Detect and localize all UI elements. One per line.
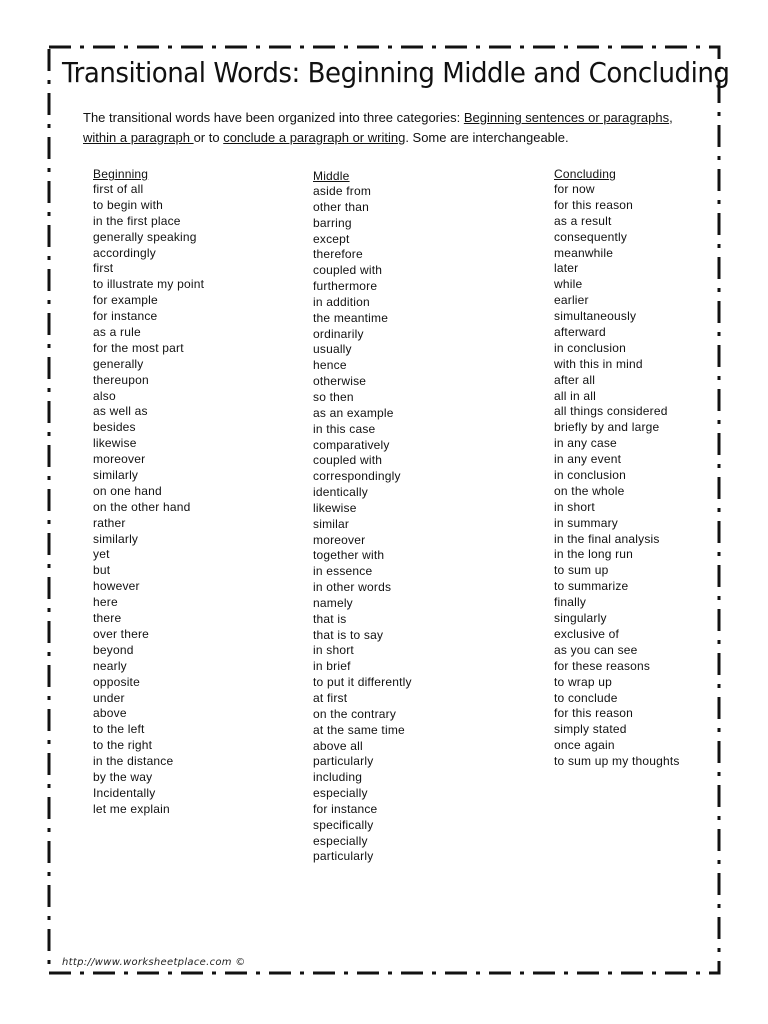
list-item: barring — [313, 215, 352, 230]
list-item: in conclusion — [554, 468, 626, 483]
list-item: to begin with — [93, 197, 163, 212]
list-item: but — [93, 563, 111, 578]
list-item: coupled with — [313, 263, 383, 278]
beginning-list — [93, 182, 204, 818]
list-item: generally — [93, 356, 144, 371]
list-item: simultaneously — [554, 309, 637, 324]
list-item: first of all — [93, 182, 144, 196]
list-item: rather — [93, 515, 126, 530]
list-item: also — [93, 388, 116, 403]
list-item: while — [554, 277, 583, 292]
intro-paragraph — [83, 108, 703, 148]
middle-list — [313, 184, 412, 865]
list-item: similar — [313, 516, 350, 531]
list-item: furthermore — [313, 279, 378, 294]
list-item: in this case — [313, 421, 376, 436]
list-item: specifically — [313, 817, 374, 832]
list-item: on one hand — [93, 483, 162, 498]
list-item: to summarize — [554, 579, 629, 594]
list-item: besides — [93, 420, 136, 435]
beginning-heading: Beginning — [93, 167, 149, 181]
list-item: here — [93, 595, 118, 610]
list-item: beyond — [93, 642, 134, 657]
list-item: especially — [313, 833, 368, 848]
list-item: similarly — [93, 468, 139, 483]
list-item: likewise — [313, 500, 357, 515]
list-item: in the distance — [93, 754, 174, 769]
list-item: under — [93, 690, 125, 705]
list-item: particularly — [313, 849, 374, 864]
concluding-heading: Concluding — [554, 167, 617, 181]
footer-url: http://www.worksheetplace.com © — [62, 957, 246, 968]
list-item: at the same time — [313, 722, 405, 737]
list-item: after all — [554, 372, 596, 387]
list-item: in the first place — [93, 213, 181, 228]
list-item: consequently — [554, 229, 628, 244]
list-item: above all — [313, 738, 363, 753]
list-item: similarly — [93, 531, 139, 546]
list-item: for this reason — [554, 706, 634, 721]
list-item: to the right — [93, 738, 153, 753]
beginning-column — [93, 166, 204, 818]
list-item: to sum up my thoughts — [554, 754, 680, 769]
list-item: correspondingly — [313, 469, 401, 484]
page-title: Transitional Words: Beginning Middle and Concluding — [62, 56, 730, 89]
list-item: in brief — [313, 659, 351, 674]
intro-text-1: The transitional words have been organized into three categories: — [83, 110, 464, 125]
list-item: singularly — [554, 611, 607, 626]
list-item: finally — [554, 595, 587, 610]
concluding-list — [554, 182, 680, 770]
list-item: earlier — [554, 293, 589, 308]
intro-middle-link: within a paragraph — [83, 130, 194, 145]
list-item: in the final analysis — [554, 531, 660, 546]
list-item: over there — [93, 626, 150, 641]
list-item: including — [313, 770, 363, 785]
list-item: comparatively — [313, 437, 390, 452]
list-item: let me explain — [93, 801, 170, 816]
list-item: likewise — [93, 436, 137, 451]
list-item: for these reasons — [554, 658, 651, 673]
list-item: later — [554, 261, 579, 276]
list-item: afterward — [554, 325, 606, 340]
list-item: however — [93, 579, 140, 594]
list-item: usually — [313, 342, 352, 357]
list-item: on the whole — [554, 483, 625, 498]
concluding-column — [554, 166, 680, 770]
list-item: in conclusion — [554, 340, 626, 355]
list-item: that is — [313, 611, 347, 626]
list-item: namely — [313, 595, 353, 610]
list-item: as you can see — [554, 642, 638, 657]
list-item: in any case — [554, 436, 617, 451]
list-item: therefore — [313, 247, 363, 262]
list-item: generally speaking — [93, 229, 197, 244]
list-item: to the left — [93, 722, 145, 737]
list-item: to sum up — [554, 563, 609, 578]
list-item: at first — [313, 691, 348, 705]
list-item: for instance — [93, 309, 158, 324]
list-item: in short — [313, 643, 354, 658]
list-item: that is to say — [313, 627, 384, 642]
list-item: in summary — [554, 515, 619, 530]
list-item: with this in mind — [554, 356, 643, 371]
intro-beginning-link: Beginning sentences or paragraphs — [463, 110, 670, 125]
list-item: especially — [313, 786, 368, 801]
list-item: together with — [313, 548, 385, 563]
list-item: all things considered — [554, 404, 668, 419]
list-item: in addition — [313, 294, 370, 309]
list-item: to illustrate my point — [93, 277, 205, 292]
list-item: as an example — [313, 405, 394, 420]
list-item: in any event — [554, 452, 622, 467]
list-item: for instance — [313, 801, 378, 816]
list-item: in the long run — [554, 547, 634, 562]
list-item: exclusive of — [554, 626, 620, 641]
list-item: identically — [313, 485, 368, 500]
list-item: coupled with — [313, 453, 383, 468]
list-item: hence — [313, 358, 347, 373]
middle-heading: Middle — [313, 169, 350, 183]
list-item: Incidentally — [93, 785, 156, 800]
list-item: moreover — [93, 452, 146, 467]
list-item: for the most part — [93, 340, 184, 355]
intro-text-3: or to — [193, 130, 224, 145]
list-item: simply stated — [554, 722, 627, 737]
list-item: nearly — [93, 658, 127, 673]
list-item: for now — [554, 182, 595, 196]
list-item: on the other hand — [93, 499, 191, 514]
list-item: so then — [313, 389, 354, 404]
list-item: in other words — [313, 580, 392, 595]
list-item: otherwise — [313, 374, 367, 389]
list-item: on the contrary — [313, 706, 397, 721]
list-item: ordinarily — [313, 326, 364, 341]
list-item: for example — [93, 293, 158, 308]
list-item: moreover — [313, 532, 366, 547]
list-item: above — [93, 706, 127, 721]
list-item: other than — [313, 199, 370, 214]
list-item: yet — [93, 547, 110, 562]
list-item: meanwhile — [554, 245, 614, 260]
list-item: opposite — [93, 674, 140, 689]
list-item: to conclude — [554, 690, 618, 705]
list-item: as well as — [93, 404, 148, 419]
intro-text-2: , — [669, 110, 673, 125]
list-item: in essence — [313, 564, 373, 579]
list-item: as a result — [554, 213, 612, 228]
list-item: first — [93, 261, 114, 276]
list-item: in short — [554, 499, 595, 514]
list-item: as a rule — [93, 325, 141, 340]
list-item: briefly by and large — [554, 420, 660, 435]
list-item: aside from — [313, 184, 372, 198]
list-item: there — [93, 611, 122, 626]
intro-text-4: . Some are interchangeable. — [405, 130, 569, 145]
list-item: to put it differently — [313, 675, 412, 690]
list-item: the meantime — [313, 310, 389, 325]
intro-concluding-link: conclude a paragraph or writing — [223, 130, 406, 145]
list-item: to wrap up — [554, 674, 613, 689]
list-item: for this reason — [554, 197, 634, 212]
list-item: thereupon — [93, 372, 149, 387]
list-item: all in all — [554, 388, 597, 403]
list-item: accordingly — [93, 245, 156, 260]
list-item: once again — [554, 738, 615, 753]
list-item: by the way — [93, 769, 153, 784]
list-item: particularly — [313, 754, 374, 769]
middle-column — [313, 168, 412, 865]
list-item: except — [313, 231, 350, 246]
